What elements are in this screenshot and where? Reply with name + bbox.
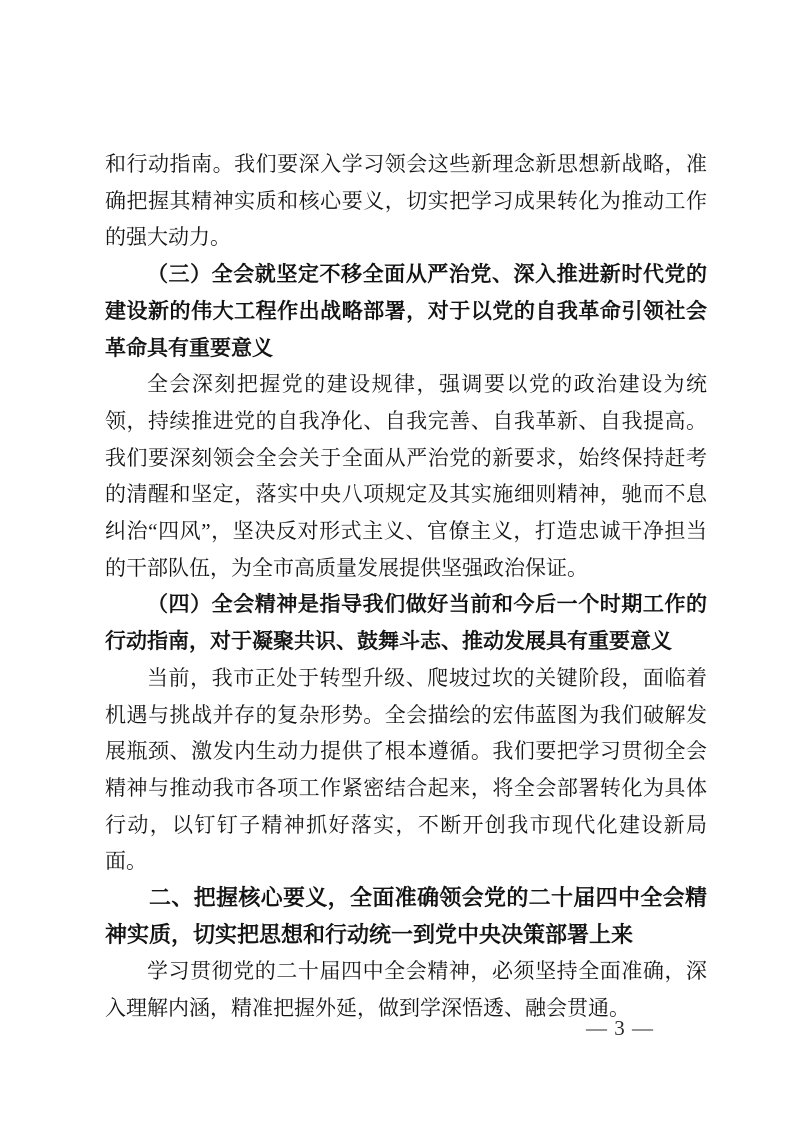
heading-paragraph: （三）全会就坚定不移全面从严治党、深入推进新时代党的建设新的伟大工程作出战略部署，对于以党的自我革命引领社会革命具有重要意义: [105, 262, 707, 360]
page-number: — 3 —: [586, 1016, 654, 1040]
heading-paragraph: （四）全会精神是指导我们做好当前和今后一个时期工作的行动指南，对于凝聚共识、鼓舞斗志、推动发展具有重要意义: [105, 592, 707, 654]
heading-paragraph: 二、把握核心要义，全面准确领会党的二十届四中全会精神实质，切实把思想和行动统一到党中央决策部署上来: [105, 885, 707, 947]
body-paragraph: 和行动指南。我们要深入学习领会这些新理念新思想新战略，准确把握其精神实质和核心要义，切实把学习成果转化为推动工作的强大动力。: [105, 152, 707, 250]
body-paragraph: 学习贯彻党的二十届四中全会精神，必须坚持全面准确，深入理解内涵，精准把握外延，做到学深悟透、融会贯通。: [105, 959, 707, 1021]
body-paragraph: 全会深刻把握党的建设规律，强调要以党的政治建设为统领，持续推进党的自我净化、自我完善、自我革新、自我提高。我们要深刻领会全会关于全面从严治党的新要求，始终保持赶考的清醒和坚定，落实中央八项规定及其实施细则精神，驰而不息纠治“四风”，坚决反对形式主义、官僚主义，打造忠诚干净担当的干部队伍，为全市高质量发展提供坚强政治保证。: [105, 372, 707, 580]
body-paragraph: 当前，我市正处于转型升级、爬坡过坎的关键阶段，面临着机遇与挑战并存的复杂形势。全会描绘的宏伟蓝图为我们破解发展瓶颈、激发内生动力提供了根本遵循。我们要把学习贯彻全会精神与推动我市各项工作紧密结合起来，将全会部署转化为具体行动，以钉钉子精神抓好落实，不断开创我市现代化建设新局面。: [105, 665, 707, 874]
document-content: [105, 146, 707, 1027]
